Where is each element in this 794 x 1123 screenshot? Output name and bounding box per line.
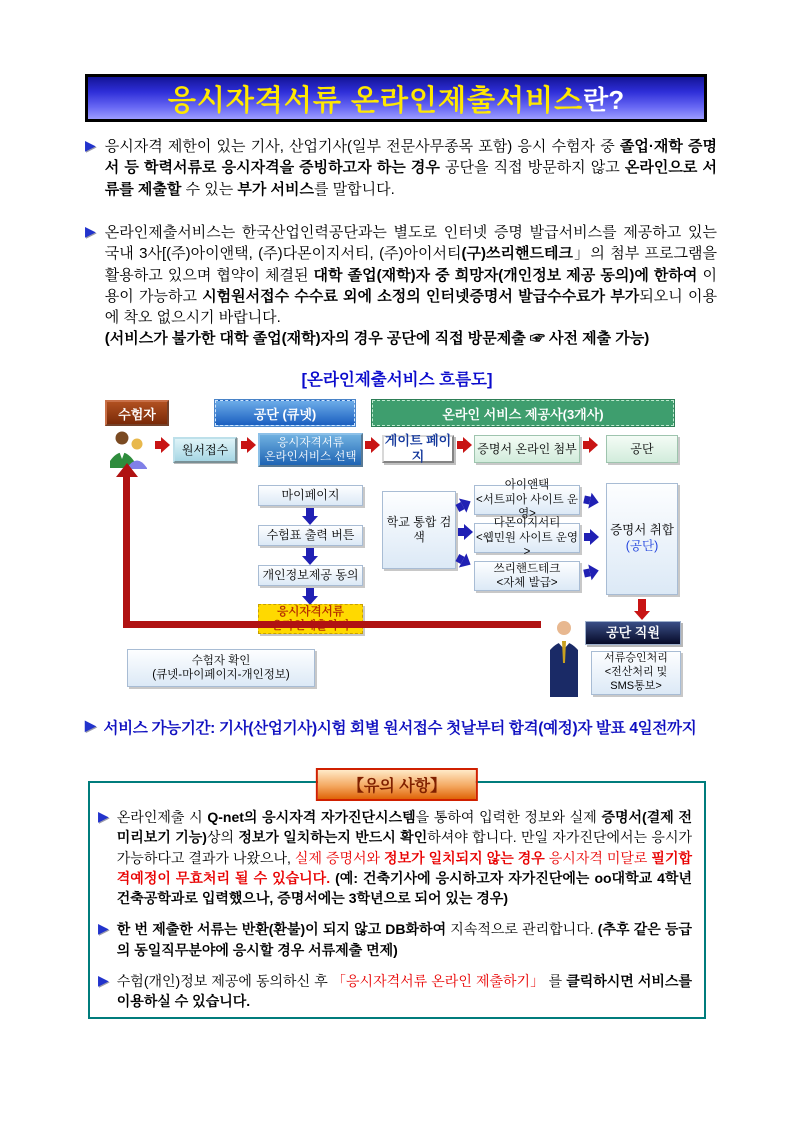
text-segment: 정보가 일치되지 않는 경우 — [384, 849, 545, 866]
flow-box-label: 수험자 확인 — [191, 654, 251, 667]
blue-arrow-down-icon — [306, 508, 314, 516]
text-segment: 공단을 직접 방문하지 않고 — [439, 159, 625, 177]
flow-box-online-submit — [258, 604, 363, 634]
flow-box-label: <전산처리 및 — [604, 666, 668, 679]
flow-box-label: SMS통보> — [610, 679, 662, 692]
page-title: 응시자격서류 온라인제출서비스 — [167, 84, 584, 117]
intro-paragraph-1 — [85, 136, 717, 200]
blue-arrow-diagonal-icon — [583, 495, 591, 504]
paragraph-text — [105, 136, 717, 200]
flow-box-online-attach — [474, 435, 580, 463]
flow-box-approval-process — [591, 651, 681, 695]
red-arrow-right-icon — [365, 441, 371, 449]
text-segment: 상의 — [206, 829, 239, 846]
notice-item-3 — [98, 971, 692, 1012]
text-segment: 대학 졸업(재학)자 중 희망자(개인정보 제공 동의)에 한하여 — [313, 266, 698, 284]
text-segment: (추후 같은 등급의 동일직무분야에 응시할 경우 서류제출 면제) — [116, 921, 692, 958]
text-segment: 온라인제출서비스는 한국산업인력공단과는 별도로 인터넷 증명 발급서비스를 제공하고 있는 국내 3사[(주)아이앤택, (주)다몬이지서티, (주)아이서티 — [104, 224, 717, 263]
triangle-bullet-icon: ▶ — [98, 808, 109, 824]
flow-box-corporation — [606, 435, 678, 463]
text-segment: 수험(개인)정보 제공에 동의하신 후 — [116, 973, 332, 990]
notice-body — [90, 783, 704, 1031]
page-title-banner — [85, 74, 707, 122]
flow-box-label: (공단) — [625, 539, 659, 553]
text-segment: 하셔야 합니다. 만일 자가진단에서는 응시가 가능하다고 결과가 나왔으나, — [116, 829, 692, 866]
flow-box-label: 응시자격서류 — [277, 605, 344, 618]
flow-box-print-ticket — [258, 525, 363, 546]
triangle-bullet-icon: ▶ — [85, 137, 96, 153]
flow-box-label: 마이페이지 — [281, 488, 340, 502]
triangle-bullet-icon: ▶ — [85, 223, 96, 239]
text-segment: 실제 증명서와 — [294, 849, 385, 866]
red-arrow-down-icon — [638, 599, 646, 611]
blue-arrow-diagonal-icon — [455, 554, 464, 564]
red-return-line-horizontal — [123, 621, 541, 628]
flow-box-label: 원서접수 — [181, 442, 229, 457]
flow-box-staff — [585, 621, 681, 645]
notice-item-text — [117, 919, 692, 960]
service-period-line — [85, 716, 765, 738]
text-segment: Q-net의 응시자격 자가진단시스템 — [207, 809, 416, 825]
staff-person-icon — [543, 619, 583, 702]
red-arrow-right-icon — [457, 441, 463, 449]
flow-box-label: 공단 — [630, 441, 654, 456]
flow-box-label: 증명서 온라인 첨부 — [477, 441, 577, 456]
flow-box-school-search — [382, 491, 456, 569]
lane-header-providers: 온라인 서비스 제공사(3개사) — [372, 400, 674, 426]
flow-box-label: 다몬이지서티 — [493, 517, 561, 530]
text-segment: (예: 건축기사에 응시하고자 자가진단에는 oo대학교 4학년 건축공학과로 입력했으나, 증명서에는 3학년으로 되어 있는 경우) — [116, 869, 692, 907]
notice-item-text — [117, 971, 692, 1012]
intro-paragraph-2 — [85, 222, 717, 350]
flow-box-label: 온라인서비스 선택 — [264, 451, 357, 463]
text-segment: 「응시자격서류 온라인 제출하기」 — [331, 973, 545, 990]
text-segment: 이용이 가능하고 — [104, 266, 717, 305]
triangle-bullet-icon: ▶ — [98, 920, 109, 937]
flow-box-label: 수험표 출력 버튼 — [266, 528, 355, 542]
flow-box-label: 학교 통합 검색 — [386, 515, 452, 544]
flow-box-privacy-consent — [258, 565, 363, 586]
text-segment: 온라인제출 시 — [116, 809, 208, 825]
text-segment: 정보가 일치하는지 반드시 확인 — [238, 829, 428, 846]
text-segment: 를 말합니다. — [314, 180, 395, 198]
text-segment: 증명서(결제 전 미리보기 기능) — [116, 809, 692, 846]
red-return-line-vertical — [123, 477, 130, 628]
blue-arrow-down-icon — [306, 548, 314, 556]
blue-arrow-down-icon — [306, 588, 314, 596]
text-segment: (구)쓰리핸드테크 — [461, 245, 573, 263]
paragraph-text — [105, 222, 717, 350]
text-segment: 되오니 이용에 착오 없으시기 바랍니다. — [104, 287, 717, 327]
text-segment: 」의 첨부 프로그램을 활용하고 있으며 협약이 체결된 — [104, 245, 717, 284]
text-segment: 졸업·재학 증명서 등 학력서류로 응시자격을 증빙하고자 하는 경우 — [104, 138, 718, 177]
notice-header: 【유의 사항】 — [316, 768, 478, 801]
text-segment: 부가 서비스 — [237, 180, 315, 198]
flow-box-label: 게이트 페이지 — [384, 432, 452, 464]
flow-box-examinee-verify — [127, 649, 315, 687]
red-arrow-right-icon — [241, 441, 247, 449]
text-segment: 필기합격예정이 무효처리 될 수 있습니다. — [116, 849, 692, 886]
red-arrow-right-icon — [155, 441, 161, 449]
text-segment: (서비스가 불가한 대학 졸업(재학)자의 경우 공단에 직접 방문제출 ☞ 사전 제출 가능) — [104, 330, 650, 348]
diagram-caption: [온라인제출서비스 흐름도] — [301, 371, 493, 389]
flow-box-provider-threehand — [474, 561, 580, 591]
flow-box-mypage — [258, 485, 363, 506]
red-arrow-up-icon — [116, 463, 138, 477]
flow-box-label: <웹민원 사이트 운영> — [476, 531, 578, 559]
lane-header-qnet: 공단 (큐넷) — [215, 400, 355, 426]
flow-box-label: <자체 발급> — [496, 577, 558, 589]
text-segment: 응시자격 제한이 있는 기사, 산업기사(일부 전문사무종목 포함) 응시 수험자 중 — [104, 138, 620, 155]
flow-box-application — [173, 437, 237, 463]
flow-box-label: 공단 직원 — [606, 624, 660, 640]
text-segment: 를 — [544, 973, 567, 990]
flow-box-label: 개인정보제공 동의 — [262, 568, 359, 582]
triangle-bullet-icon: ▶ — [85, 717, 96, 733]
flow-box-cert-collection — [606, 483, 678, 595]
notice-item-text — [117, 807, 692, 908]
text-segment: 지속적으로 관리합니다. — [446, 921, 598, 938]
text-segment: 응시자격 미달로 — [544, 849, 652, 866]
blue-arrow-diagonal-icon — [583, 568, 591, 577]
text-segment: 온라인으로 서류를 제출할 — [104, 159, 717, 198]
text-segment: 시험원서접수 수수료 외에 소정의 인터넷증명서 발급수수료가 부가 — [202, 287, 640, 305]
flow-box-label: 응시자격서류 — [277, 436, 344, 449]
notice-item-1 — [98, 807, 692, 908]
flow-box-service-select — [258, 433, 363, 467]
flow-box-gate-page — [382, 432, 454, 464]
notice-box — [88, 778, 706, 1019]
flow-diagram — [97, 393, 697, 703]
flow-box-provider-iantech — [474, 479, 580, 521]
flow-box-label: 쓰리핸드테크 — [493, 562, 561, 575]
text-segment: 을 통하여 입력한 정보와 실제 — [415, 809, 602, 825]
blue-arrow-right-icon — [584, 533, 590, 541]
text-segment: 한 번 제출한 서류는 반환(환불)이 되지 않고 DB화하여 — [116, 921, 447, 938]
flow-box-label: 아이앤택 — [504, 479, 550, 492]
flow-box-label: (큐넷-마이페이지-개인정보) — [152, 669, 290, 681]
blue-arrow-diagonal-icon — [455, 502, 464, 512]
service-period-text: 서비스 가능기간: 기사(산업기사)시험 회별 원서접수 첫날부터 합격(예정)자 발표 4일전까지 — [103, 720, 697, 737]
flow-box-label: 증명서 취합 — [610, 523, 674, 538]
page-title-suffix: 란? — [583, 84, 625, 115]
triangle-bullet-icon: ▶ — [98, 972, 109, 989]
lane-header-examinee: 수험자 — [105, 400, 169, 426]
notice-item-2 — [98, 919, 692, 960]
flow-box-label: <서트피아 사이트 운영> — [476, 493, 578, 521]
flow-box-label: 서류승인처리 — [604, 652, 668, 665]
blue-arrow-right-icon — [458, 528, 464, 536]
text-segment: 수 있는 — [181, 180, 238, 198]
text-segment: 클릭하시면 서비스를 이용하실 수 있습니다. — [116, 973, 692, 1010]
red-arrow-right-icon — [583, 441, 589, 449]
flow-box-provider-damon — [474, 517, 580, 559]
